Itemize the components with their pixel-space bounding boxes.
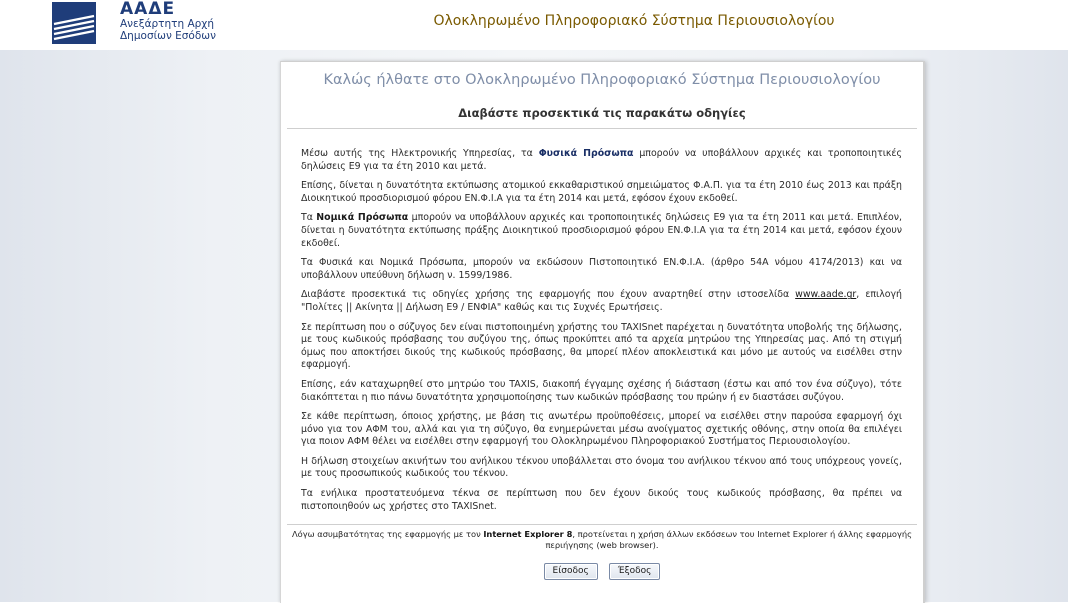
divider	[287, 128, 917, 129]
paragraph-print-options: Επίσης, δίνεται η δυνατότητα εκτύπωσης ατομικού εκκαθαριστικού σημειώματος Φ.Α.Π. για τα έτη 2010 έως 2013 και πράξη Διοικητικού προσδιορισμού φόρου ΕΝ.Φ.Ι.Α για τα έτη 2014 και μετά, εφόσον έχουν εκδοθεί.	[301, 180, 902, 204]
top-header	[0, 0, 1068, 50]
paragraph-minor-children: Η δήλωση στοιχείων ακινήτων του ανήλικου τέκνου υποβάλλεται στο όνομα του ανήλικου τέκνου από τους υπόχρεους γονείς, με τους προσωπικούς κωδικούς του τέκνου.	[301, 455, 902, 480]
logo-subtitle-line2: Δημοσίων Εσόδων	[120, 30, 216, 42]
instructions-title: Διαβάστε προσεκτικά τις παρακάτω οδηγίες	[458, 106, 746, 120]
welcome-heading: Καλώς ήλθατε στο Ολοκληρωμένο Πληροφοριακό Σύστημα Περιουσιολογίου	[323, 72, 881, 88]
action-buttons	[281, 558, 923, 580]
main-panel	[280, 61, 925, 603]
instructions-text	[301, 148, 902, 520]
exit-button[interactable]: Έξοδος	[609, 563, 661, 580]
paragraph-certificate: Τα Φυσικά και Νομικά Πρόσωπα, μπορούν να εκδώσουν Πιστοποιητικό ΕΝ.Φ.Ι.Α. (άρθρο 54Α νόμου 4174/2013) και να υποβάλλουν υπεύθυνη δήλωση ν. 1599/1986.	[301, 257, 902, 281]
site-title: Ολοκληρωμένο Πληροφοριακό Σύστημα Περιουσιολογίου	[433, 13, 835, 29]
paragraph-guidelines: Διαβάστε προσεκτικά τις οδηγίες χρήσης της εφαρμογής που έχουν αναρτηθεί στην ιστοσελίδα www.aade.gr, επιλογή "Πολίτες || Ακίνητα || Δήλωση Ε9 / ΕΝΦΙΑ" καθώς και τις Συχνές Ερωτήσεις.	[301, 289, 902, 313]
paragraph-natural-persons: Μέσω αυτής της Ηλεκτρονικής Υπηρεσίας, τα Φυσικά Πρόσωπα μπορούν να υποβάλλουν αρχικές και τροποποιητικές δηλώσεις Ε9 για τα έτη 2010 και μετά.	[301, 148, 902, 172]
paragraph-divorce: Επίσης, εάν καταχωρηθεί στο μητρώο του TAXIS, διακοπή έγγαμης σχέσης ή διάσταση (έστω και από τον ένα σύζυγο), τότε διακόπτεται η πιο πάνω δυνατότητα χρησιμοποίησης των κωδικών πρόσβασης του πρώην ή εν διαστάσει συζύγου.	[301, 378, 902, 403]
paragraph-spouse-access: Σε περίπτωση που ο σύζυγος δεν είναι πιστοποιημένη χρήστης του TAXISnet παρέχεται η δυνατότητα υποβολής της δήλωσης, με τους κωδικούς πρόσβασης του συζύγου της, όπως προκύπτει από τα αρχεία μητρώου της Υπηρεσίας μας. Από τη στιγμή όμως που αποκτήσει δικούς της κωδικούς πρόσβασης, θα μπορεί πλέον αποκλειστικά και μόνο με αυτούς να εισέλθει στην εφαρμογή.	[301, 321, 902, 371]
paragraph-adult-dependents: Τα ενήλικα προστατευόμενα τέκνα σε περίπτωση που δεν έχουν δικούς τους κωδικούς πρόσβασης, θα πρέπει να πιστοποιηθούν ως χρήστες στο TAXISnet.	[301, 488, 902, 512]
aade-link[interactable]: www.aade.gr	[795, 289, 857, 301]
divider	[287, 524, 917, 525]
bold-natural-persons: Φυσικά Πρόσωπα	[538, 148, 634, 159]
logo-subtitle-line1: Ανεξάρτητη Αρχή	[120, 18, 215, 30]
bold-legal-persons: Νομικά Πρόσωπα	[316, 212, 409, 224]
paragraph-afm-selection: Σε κάθε περίπτωση, όποιος χρήστης, με βάση τις ανωτέρω προϋποθέσεις, μπορεί να εισέλθει στην παρούσα εφαρμογή όχι μόνο για τον ΑΦΜ του, αλλά και για τη σύζυγο, θα ενημερώνεται μέσω ανοίγματος σχετικής οθόνης, στην οποία θα επιλέγει για ποιον ΑΦΜ θέλει να εισέλθει στην εφαρμογή του Ολοκληρωμένου Πληροφοριακού Συστήματος Περιουσιολογίου.	[301, 411, 902, 448]
paragraph-legal-persons: Τα Νομικά Πρόσωπα μπορούν να υποβάλλουν αρχικές και τροποποιητικές δηλώσεις Ε9 για τα έτη 2011 και μετά. Επιπλέον, δίνεται η δυνατότητα εκτύπωσης πράξης Διοικητικού προσδιορισμού φόρου ΕΝ.Φ.Ι.Α για τα έτη 2014 και μετά, εφόσον έχουν εκδοθεί.	[301, 212, 902, 249]
bold-browser-name: Internet Explorer 8	[483, 529, 573, 539]
logo-abbreviation: ΑΑΔΕ	[120, 0, 176, 19]
login-button[interactable]: Είσοδος	[544, 563, 598, 580]
browser-compatibility-note: Λόγω ασυμβατότητας της εφαρμογής με τον Internet Explorer 8, προτείνεται η χρήση άλλων εκδόσεων του Internet Explorer ή άλλης εφαρμογής περιήγησης (web browser).	[292, 529, 912, 550]
